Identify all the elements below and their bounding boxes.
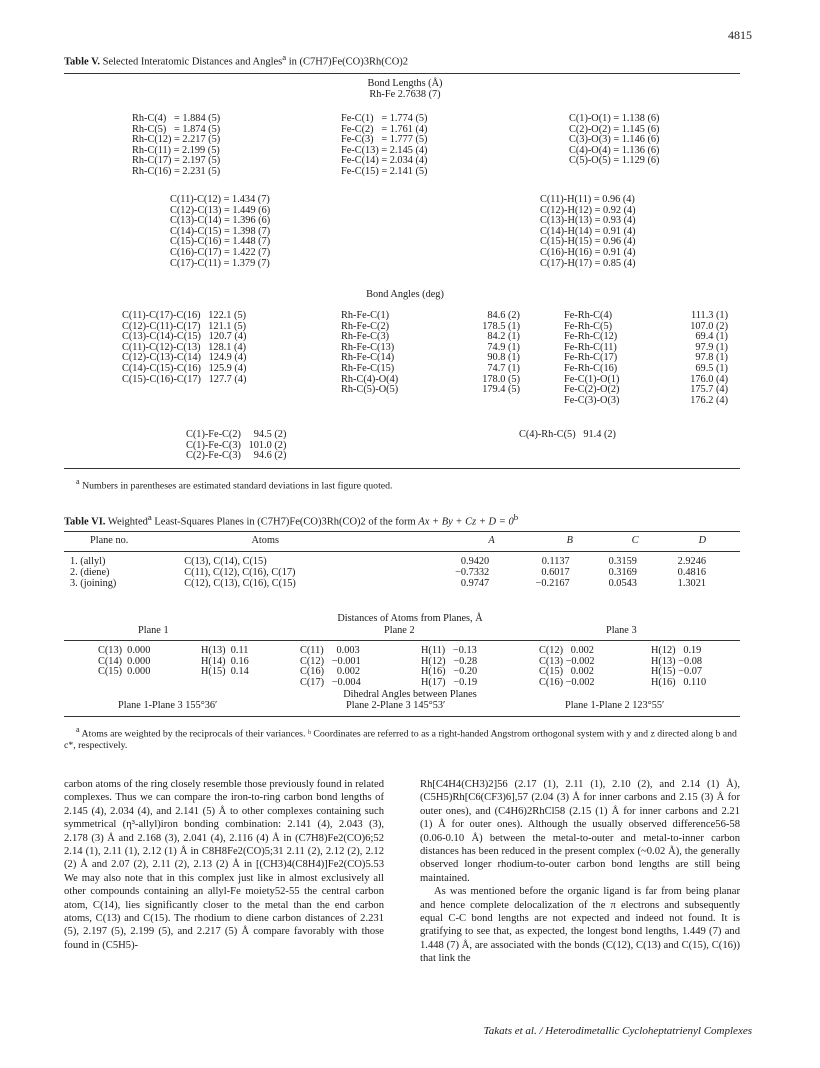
ccc-angle-row: C(12)-C(11)-C(17) 121.1 (5) bbox=[122, 320, 247, 332]
rh-c-row: Rh-C(4) = 1.884 (5) bbox=[132, 113, 221, 124]
table6-caption: Table VI. Weighted$^a$ Least-Squares Planes in (C7H7)Fe(CO)3Rh(CO)2 of the form $Ax + By + Cz + D = 0^b$ bbox=[64, 512, 519, 528]
page-number: 4815 bbox=[728, 28, 752, 42]
plane1-h-row: H(13) 0.11 bbox=[201, 645, 249, 656]
ferh-angle-value: 176.0 (4) bbox=[690, 373, 728, 385]
ferh-angle-value: 176.2 (4) bbox=[690, 394, 728, 406]
plane2-h-row: H(11) −0.13 bbox=[421, 645, 477, 656]
rhfe-angle-name: Rh-Fe-C(2) bbox=[341, 320, 390, 332]
c-o-row: C(4)-O(4) = 1.136 (6) bbox=[569, 144, 660, 156]
plane-a: −0.7332 bbox=[455, 567, 490, 578]
ferh-angle-value: 97.9 (1) bbox=[695, 341, 728, 353]
plane3-h-row: H(15) −0.07 bbox=[651, 666, 702, 678]
fe-c-row: Fe-C(14) = 2.034 (4) bbox=[341, 155, 428, 167]
fe-c-distances bbox=[341, 114, 427, 178]
plane-atoms: C(11), C(12), C(16), C(17) bbox=[184, 567, 296, 578]
table5-caption bbox=[64, 52, 408, 68]
plane-name: 3. (joining) bbox=[70, 578, 117, 589]
fe-c-row: Fe-C(13) = 2.145 (4) bbox=[341, 144, 428, 156]
dihedral-header: Dihedral Angles between Planes bbox=[343, 689, 477, 700]
rh-c-row: Rh-C(5) = 1.874 (5) bbox=[132, 123, 221, 135]
ferh-angle-name: Fe-Rh-C(17) bbox=[564, 352, 618, 364]
plane-name: 1. (allyl) bbox=[70, 556, 106, 567]
ferh-angle-value: 107.0 (2) bbox=[690, 320, 728, 332]
plane3-c-row: C(13) −0.002 bbox=[539, 655, 595, 667]
rhfe-angle-name: Rh-Fe-C(3) bbox=[341, 331, 390, 343]
ccc-angle-row: C(13)-C(14)-C(15) 120.7 (4) bbox=[122, 331, 247, 343]
rhfe-angle-name: Rh-Fe-C(14) bbox=[341, 352, 395, 364]
table6-bottom-rule bbox=[64, 716, 740, 717]
plane3-c-distances bbox=[539, 646, 595, 688]
ccc-angle-row: C(12)-C(13)-C(14) 124.9 (4) bbox=[122, 352, 247, 364]
lsq-planes-body bbox=[64, 556, 740, 589]
bond-angles-header: Bond Angles (deg) bbox=[366, 289, 444, 300]
ferh-angle-name: Fe-Rh-C(16) bbox=[564, 362, 618, 374]
c-h-row: C(17)-H(17) = 0.85 (4) bbox=[540, 257, 636, 269]
plane-a: 0.9747 bbox=[460, 578, 490, 589]
plane-b: 0.1137 bbox=[541, 556, 570, 567]
table5-footnote: $^a$ Numbers in parentheses are estimated standard deviations in last figure quoted. bbox=[76, 477, 393, 492]
rh-c-row: Rh-C(16) = 2.231 (5) bbox=[132, 165, 221, 177]
rh-c-row: Rh-C(12) = 2.217 (5) bbox=[132, 134, 221, 146]
table6-footnote-text: Atoms are weighted by the reciprocals of their variances. ᵇ Coordinates are referred to as a right-handed Angstrom orthogonal system with y and z directed along b and c*, respectively. bbox=[64, 728, 737, 752]
plane-c: 0.3169 bbox=[608, 567, 637, 578]
plane2-c-row: C(11) 0.003 bbox=[300, 645, 360, 656]
table6-header-rule bbox=[64, 551, 740, 552]
plane-name: 2. (diene) bbox=[70, 567, 110, 578]
ferh-angle-name: Fe-Rh-C(12) bbox=[564, 331, 618, 343]
table5-label: Table V. bbox=[64, 56, 100, 68]
running-footer: Takats et al. / Heterodimetallic Cycloheptatrienyl Complexes bbox=[483, 1025, 752, 1037]
plane2-c-distances bbox=[300, 646, 361, 688]
crhc-angle-row: C(4)-Rh-C(5) 91.4 (2) bbox=[519, 429, 616, 440]
plane-b: 0.6017 bbox=[541, 567, 570, 578]
plane2-h-row: H(12) −0.28 bbox=[421, 655, 478, 667]
plane1-c-row: C(14) 0.000 bbox=[98, 655, 151, 667]
ccc-angle-row: C(14)-C(15)-C(16) 125.9 (4) bbox=[122, 362, 247, 374]
plane1-h-distances bbox=[201, 646, 249, 678]
dihedral-1-2: Plane 1-Plane 2 123°55′ bbox=[565, 700, 665, 711]
table5-title-sup: a bbox=[282, 52, 287, 62]
c-h-row: C(14)-H(14) = 0.91 (4) bbox=[540, 225, 636, 237]
table5-bottom-rule bbox=[64, 468, 740, 469]
body-paragraph: carbon atoms of the ring closely resemble those previously found in related complexes. Thus we can compare the iron-to-ring carbon bond lengths of 2.145 (4), 2.034 (4), and 2.141 (5) Å to other complexes containing such symmetrical (η³-allyl)iron bonding combination: 2.141 (4), 2.043 (3), 2.178 (3) Å and 2.168 (3), 2.041 (4), 2.116 (4) Å in (C7H8)Fe2(CO)6;52 2.14 (1), 2.11 (1), 2.12 (1) Å in C8H8Fe2(CO)5;31 2.11 (2), 2.12 (2), 2.12 (2) Å and 2.07 (2), 2.11 (2), 2.13 (2) Å in [(CH3)4(C8H4)]Fe2(CO)5.53 We may also note that in this complex just like in almost exclusively all other compounds containing an allyl-Fe moiety52-55 the central carbon atom, C(14), lies significantly closer to the metal than the end carbon atoms, C(13) and C(15). The rhodium to diene carbon distances of 2.231 (5), 2.197 (5), 2.199 (5), and 2.217 (5) Å compare favorably with those found in (C5H5)- bbox=[64, 779, 384, 951]
c-c-row: C(15)-C(16) = 1.448 (7) bbox=[170, 236, 271, 248]
plane2-h-distances bbox=[421, 646, 477, 688]
ccc-angle-row: C(15)-C(16)-C(17) 127.7 (4) bbox=[122, 373, 247, 385]
col-b: B bbox=[566, 535, 573, 546]
c-c-row: C(17)-C(11) = 1.379 (7) bbox=[170, 257, 270, 269]
rh-c-distances bbox=[132, 114, 220, 178]
table6-top-rule bbox=[64, 531, 740, 532]
c-h-row: C(13)-H(13) = 0.93 (4) bbox=[540, 215, 636, 227]
table6-title-eq: Ax + By + Cz + D = 0 bbox=[418, 516, 514, 528]
c-h-row: C(12)-H(12) = 0.92 (4) bbox=[540, 204, 636, 216]
bond-lengths-header bbox=[330, 79, 480, 100]
table5-footnote-text: Numbers in parentheses are estimated standard deviations in last figure quoted. bbox=[82, 480, 393, 492]
c-h-row: C(15)-H(15) = 0.96 (4) bbox=[540, 236, 636, 248]
table5-top-rule bbox=[64, 73, 740, 74]
c-o-row: C(1)-O(1) = 1.138 (6) bbox=[569, 113, 660, 124]
cfec-angle-row: C(1)-Fe-C(3) 101.0 (2) bbox=[186, 439, 287, 451]
plane3-h-row: H(16) 0.110 bbox=[651, 676, 707, 688]
plane-atoms: C(12), C(13), C(16), C(15) bbox=[184, 578, 296, 589]
table6-title-pre: Weighted bbox=[107, 516, 148, 528]
ferh-angle-value: 69.4 (1) bbox=[695, 331, 728, 343]
c-h-distances bbox=[540, 195, 636, 269]
body-paragraph: As was mentioned before the organic ligand is far from being planar and hence complete delocalization of the π electrons and subsequently equal C-C bond lengths are not expected and indeed not found. It is gratifying to see that, as expected, the longest bond lengths, 1.449 (7) and 1.448 (7) Å, are associated with the bonds (C(12), C(13) and C(15), C(16)) that link the bbox=[420, 886, 740, 965]
crhc-angle bbox=[519, 430, 616, 441]
rhfe-angle-value: 178.0 (5) bbox=[482, 373, 520, 385]
ferh-angle-name: Fe-C(1)-O(1) bbox=[564, 373, 620, 385]
cfec-angle-row: C(2)-Fe-C(3) 94.6 (2) bbox=[186, 450, 287, 462]
rhfe-angle-name: Rh-Fe-C(15) bbox=[341, 362, 395, 374]
rhfe-angle-value: 74.9 (1) bbox=[487, 341, 520, 353]
col-a: A bbox=[488, 535, 495, 546]
body-column-right bbox=[420, 778, 740, 966]
table-row bbox=[64, 578, 740, 589]
c-o-row: C(2)-O(2) = 1.145 (6) bbox=[569, 123, 660, 135]
c-c-row: C(13)-C(14) = 1.396 (6) bbox=[170, 215, 271, 227]
rhfe-angle-value: 74.7 (1) bbox=[487, 362, 520, 374]
plane1-header: Plane 1 bbox=[138, 625, 169, 636]
plane3-c-row: C(16) −0.002 bbox=[539, 676, 595, 688]
rh-fe-distance: Rh-Fe 2.7638 (7) bbox=[369, 88, 441, 100]
c-c-distances bbox=[170, 195, 270, 269]
plane-atoms: C(13), C(14), C(15) bbox=[184, 556, 267, 567]
ferh-angle-name: Fe-Rh-C(4) bbox=[564, 310, 613, 321]
c-c-row: C(11)-C(12) = 1.434 (7) bbox=[170, 194, 270, 205]
col-plane-no: Plane no. bbox=[90, 535, 129, 546]
rh-c-row: Rh-C(17) = 2.197 (5) bbox=[132, 155, 221, 167]
plane-d: 0.4816 bbox=[677, 567, 706, 578]
plane2-h-row: H(17) −0.19 bbox=[421, 676, 478, 688]
lsq-header-row bbox=[64, 535, 740, 546]
rhfe-angle-value: 84.6 (2) bbox=[487, 310, 520, 321]
rhfe-angle-value: 84.2 (1) bbox=[487, 331, 520, 343]
rhfe-angle-name: Rh-C(4)-O(4) bbox=[341, 373, 399, 385]
plane1-c-distances bbox=[98, 646, 150, 678]
plane-d: 1.3021 bbox=[677, 578, 706, 589]
rhfe-angle-value: 90.8 (1) bbox=[487, 352, 520, 364]
body-column-left bbox=[64, 778, 384, 952]
col-atoms: Atoms bbox=[251, 535, 279, 546]
distances-header: Distances of Atoms from Planes, Å bbox=[337, 613, 483, 624]
c-c-row: C(16)-C(17) = 1.422 (7) bbox=[170, 246, 271, 258]
rhfe-angle-values bbox=[454, 311, 520, 396]
table6-label: Table VI. bbox=[64, 516, 106, 528]
plane3-header: Plane 3 bbox=[606, 625, 637, 636]
planes-sub-rule bbox=[64, 640, 740, 641]
table5-title-suffix: in (C7H7)Fe(CO)3Rh(CO)2 bbox=[286, 56, 409, 68]
ccc-angle-row: C(11)-C(12)-C(13) 128.1 (4) bbox=[122, 341, 247, 353]
rhfe-angle-value: 179.4 (5) bbox=[482, 384, 520, 396]
plane3-h-row: H(13) −0.08 bbox=[651, 655, 702, 667]
ccc-angle-row: C(11)-C(17)-C(16) 122.1 (5) bbox=[122, 310, 247, 321]
fe-c-row: Fe-C(3) = 1.777 (5) bbox=[341, 134, 428, 146]
c-o-distances bbox=[569, 114, 659, 167]
table5-title: Selected Interatomic Distances and Angles bbox=[102, 56, 283, 68]
plane-b: −0.2167 bbox=[535, 578, 570, 589]
c-c-row: C(12)-C(13) = 1.449 (6) bbox=[170, 204, 271, 216]
rhfe-angle-names bbox=[341, 311, 398, 396]
ferh-angle-name: Fe-Rh-C(5) bbox=[564, 320, 613, 332]
fe-c-row: Fe-C(15) = 2.141 (5) bbox=[341, 165, 428, 177]
plane-a: 0.9420 bbox=[460, 556, 490, 567]
ferh-angle-name: Fe-C(3)-O(3) bbox=[564, 394, 620, 406]
rhfe-angle-name: Rh-Fe-C(13) bbox=[341, 341, 395, 353]
c-o-row: C(3)-O(3) = 1.146 (6) bbox=[569, 134, 660, 146]
plane-d: 2.9246 bbox=[677, 556, 706, 567]
table6-footnote: $^a$ Atoms are weighted by the reciprocals of their variances. ᵇ Coordinates are referred to as a right-handed Angstrom orthogonal system with y and z directed along b and c*, respectively. bbox=[64, 725, 737, 752]
ferh-angle-value: 69.5 (1) bbox=[695, 362, 728, 374]
ccc-angles bbox=[122, 311, 246, 385]
plane2-c-row: C(16) 0.002 bbox=[300, 666, 361, 678]
ferh-angle-name: Fe-C(2)-O(2) bbox=[564, 384, 620, 396]
fe-c-row: Fe-C(1) = 1.774 (5) bbox=[341, 113, 428, 124]
plane1-c-row: C(15) 0.000 bbox=[98, 666, 151, 678]
col-d: D bbox=[698, 535, 706, 546]
rhfe-angle-value: 178.5 (1) bbox=[482, 320, 520, 332]
plane1-c-row: C(13) 0.000 bbox=[98, 645, 151, 656]
ferh-angle-value: 97.8 (1) bbox=[695, 352, 728, 364]
ferh-angle-names bbox=[564, 311, 619, 406]
ferh-angle-name: Fe-Rh-C(11) bbox=[564, 341, 617, 353]
lsq-planes-table bbox=[64, 535, 740, 546]
ferh-angle-value: 111.3 (1) bbox=[691, 310, 728, 321]
body-paragraph: Rh[C4H4(CH3)2]56 (2.17 (1), 2.11 (1), 2.10 (2), and 2.14 (1) Å), (C5H5)Rh[C6(CF3)6],57 (2.04 (3) Å for inner carbons and 2.15 (3) Å for outer ones), and (C4H6)2RhCl58 (2.15 (1) Å for inner carbons and 2.21 (1) Å for outer ones). Although the usually observed difference56-58 (0.06-0.10 Å) between the metal-to-outer and metal-to-inner carbon distances has been reduced in the present complex (~0.02 Å), the generally observed longer rhodium-to-outer carbon bond lengths are still being maintained. bbox=[420, 779, 740, 884]
table-row bbox=[64, 567, 740, 578]
c-c-row: C(14)-C(15) = 1.398 (7) bbox=[170, 225, 271, 237]
dihedral-1-3: Plane 1-Plane 3 155°36′ bbox=[118, 700, 218, 711]
plane3-h-row: H(12) 0.19 bbox=[651, 645, 702, 656]
ferh-angle-value: 175.7 (4) bbox=[690, 384, 728, 396]
plane3-c-row: C(12) 0.002 bbox=[539, 645, 594, 656]
plane-c: 0.0543 bbox=[608, 578, 637, 589]
plane2-h-row: H(16) −0.20 bbox=[421, 666, 478, 678]
dihedral-2-3: Plane 2-Plane 3 145°53′ bbox=[346, 700, 446, 711]
cfec-angles bbox=[186, 430, 286, 462]
table-row bbox=[64, 556, 740, 567]
plane1-h-row: H(14) 0.16 bbox=[201, 655, 249, 667]
table6-title-mid: Least-Squares Planes in (C7H7)Fe(CO)3Rh(CO)2 of the form bbox=[151, 516, 419, 528]
plane2-c-row: C(12) −0.001 bbox=[300, 655, 361, 667]
ferh-angle-values bbox=[660, 311, 728, 406]
c-h-row: C(11)-H(11) = 0.96 (4) bbox=[540, 194, 635, 205]
plane3-c-row: C(15) 0.002 bbox=[539, 666, 594, 678]
bond-lengths-title: Bond Lengths (Å) bbox=[367, 78, 443, 89]
c-h-row: C(16)-H(16) = 0.91 (4) bbox=[540, 246, 636, 258]
fe-c-row: Fe-C(2) = 1.761 (4) bbox=[341, 123, 428, 135]
rhfe-angle-name: Rh-C(5)-O(5) bbox=[341, 384, 399, 396]
col-c: C bbox=[631, 535, 639, 546]
c-o-row: C(5)-O(5) = 1.129 (6) bbox=[569, 155, 660, 167]
plane2-header: Plane 2 bbox=[384, 625, 415, 636]
cfec-angle-row: C(1)-Fe-C(2) 94.5 (2) bbox=[186, 429, 287, 440]
rh-c-row: Rh-C(11) = 2.199 (5) bbox=[132, 144, 220, 156]
plane3-h-distances bbox=[651, 646, 706, 688]
rhfe-angle-name: Rh-Fe-C(1) bbox=[341, 310, 390, 321]
plane-c: 0.3159 bbox=[608, 556, 637, 567]
plane2-c-row: C(17) −0.004 bbox=[300, 676, 361, 688]
plane1-h-row: H(15) 0.14 bbox=[201, 666, 249, 678]
